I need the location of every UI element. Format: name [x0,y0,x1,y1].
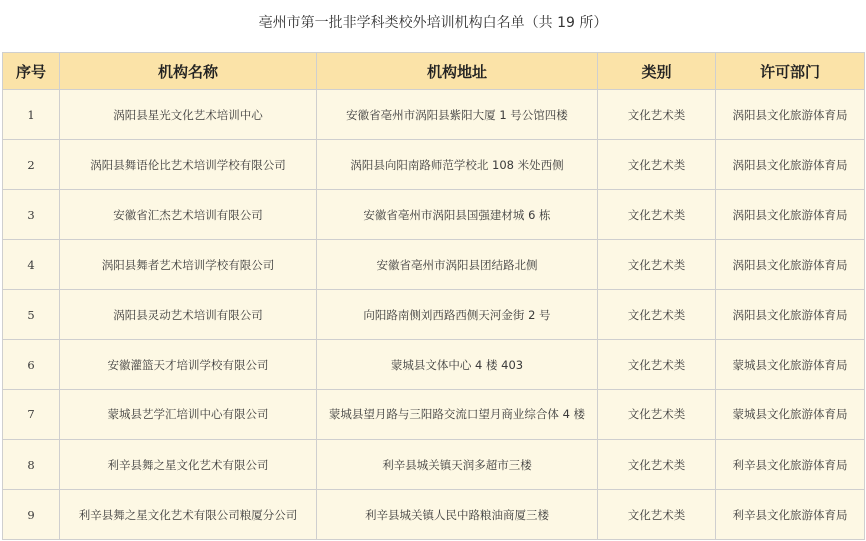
cell-category: 文化艺术类 [598,140,716,190]
table-header-row [3,53,865,90]
cell-name: 利辛县舞之星文化艺术有限公司 [60,440,317,490]
cell-seq: 1 [3,90,60,140]
column-header-address: 机构地址 [317,53,598,90]
cell-dept: 涡阳县文化旅游体育局 [716,90,865,140]
cell-category: 文化艺术类 [598,440,716,490]
cell-dept: 利辛县文化旅游体育局 [716,490,865,540]
cell-address: 安徽省亳州市涡阳县团结路北侧 [317,240,598,290]
cell-seq: 4 [3,240,60,290]
cell-name: 安徽省汇杰艺术培训有限公司 [60,190,317,240]
cell-name: 涡阳县星光文化艺术培训中心 [60,90,317,140]
cell-name: 涡阳县舞者艺术培训学校有限公司 [60,240,317,290]
cell-category: 文化艺术类 [598,90,716,140]
cell-dept: 蒙城县文化旅游体育局 [716,390,865,440]
cell-category: 文化艺术类 [598,190,716,240]
cell-address: 安徽省亳州市涡阳县紫阳大厦 1 号公馆四楼 [317,90,598,140]
table-row [3,240,865,290]
cell-category: 文化艺术类 [598,340,716,390]
cell-category: 文化艺术类 [598,290,716,340]
cell-name: 涡阳县舞语伦比艺术培训学校有限公司 [60,140,317,190]
cell-dept: 蒙城县文化旅游体育局 [716,340,865,390]
cell-seq: 8 [3,440,60,490]
cell-seq: 5 [3,290,60,340]
column-header-category: 类别 [598,53,716,90]
cell-dept: 涡阳县文化旅游体育局 [716,190,865,240]
cell-category: 文化艺术类 [598,490,716,540]
cell-name: 涡阳县灵动艺术培训有限公司 [60,290,317,340]
cell-seq: 9 [3,490,60,540]
cell-seq: 6 [3,340,60,390]
cell-address: 利辛县城关镇人民中路粮油商厦三楼 [317,490,598,540]
column-header-dept: 许可部门 [716,53,865,90]
cell-category: 文化艺术类 [598,390,716,440]
page-title: 亳州市第一批非学科类校外培训机构白名单（共 19 所） [258,15,608,31]
column-header-seq: 序号 [3,53,60,90]
cell-address: 蒙城县望月路与三阳路交流口望月商业综合体 4 楼 [317,390,598,440]
cell-address: 蒙城县文体中心 4 楼 403 [317,340,598,390]
table-row [3,90,865,140]
cell-seq: 2 [3,140,60,190]
cell-name: 安徽灌篮天才培训学校有限公司 [60,340,317,390]
table-row [3,190,865,240]
table-row [3,490,865,540]
cell-dept: 涡阳县文化旅游体育局 [716,140,865,190]
whitelist-table [2,52,865,540]
cell-seq: 3 [3,190,60,240]
cell-name: 利辛县舞之星文化艺术有限公司粮厦分公司 [60,490,317,540]
cell-category: 文化艺术类 [598,240,716,290]
cell-dept: 涡阳县文化旅游体育局 [716,290,865,340]
cell-address: 涡阳县向阳南路师范学校北 108 米处西侧 [317,140,598,190]
cell-name: 蒙城县艺学汇培训中心有限公司 [60,390,317,440]
table-row [3,440,865,490]
table-row [3,390,865,440]
table-row [3,140,865,190]
cell-dept: 涡阳县文化旅游体育局 [716,240,865,290]
table-row [3,290,865,340]
cell-dept: 利辛县文化旅游体育局 [716,440,865,490]
cell-address: 利辛县城关镇天润多超市三楼 [317,440,598,490]
cell-seq: 7 [3,390,60,440]
cell-address: 安徽省亳州市涡阳县国强建材城 6 栋 [317,190,598,240]
cell-address: 向阳路南侧刘西路西侧天河金街 2 号 [317,290,598,340]
table-row [3,340,865,390]
column-header-name: 机构名称 [60,53,317,90]
